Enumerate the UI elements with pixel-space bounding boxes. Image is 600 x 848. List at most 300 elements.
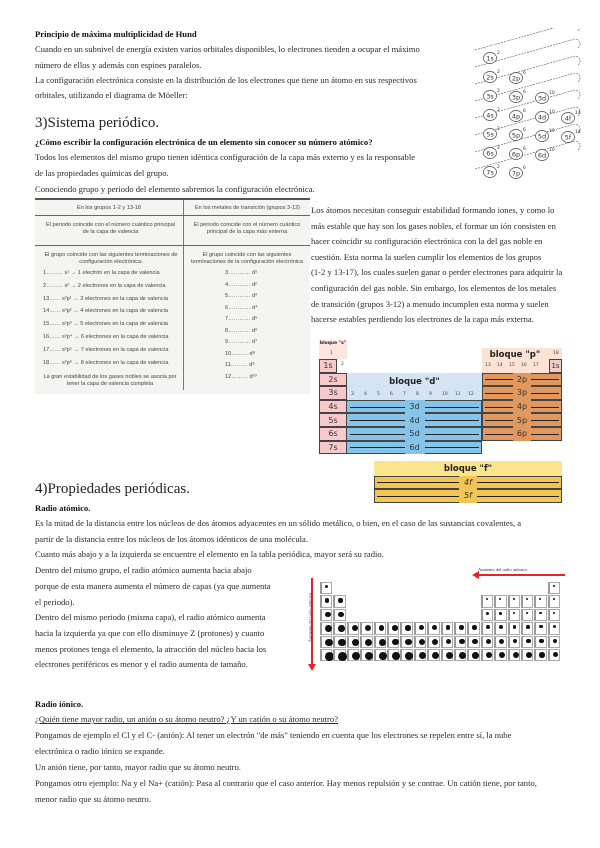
atom-dot xyxy=(392,652,400,660)
scan-right-row: 7………… d⁵ xyxy=(225,316,258,322)
paragraph-line: porque de esta manera aumenta el número de capas (ya que aumenta xyxy=(35,580,271,591)
scan-left-row: 14…… s²p² → 4 electrones en la capa de valencia xyxy=(43,308,168,315)
element-cell xyxy=(534,636,546,648)
atom-dot xyxy=(553,598,555,600)
element-cell xyxy=(414,622,426,634)
scan-left-row: 15…… s²p³ → 5 electrones en la capa de valencia xyxy=(43,321,168,328)
atom-dot xyxy=(338,652,347,661)
atom-dot xyxy=(526,639,531,644)
group-number: 13 xyxy=(485,363,491,368)
atom-dot xyxy=(499,625,503,629)
scan-right-row: 10……… d⁸ xyxy=(225,350,256,357)
atom-dot xyxy=(325,612,331,618)
element-cell xyxy=(481,595,493,607)
d-block-label: bloque "d" xyxy=(389,376,440,387)
atom-dot xyxy=(338,639,346,647)
atom-dot xyxy=(472,639,477,644)
element-cell xyxy=(387,649,399,661)
paragraph-line: Dentro del mismo periodo (misma capa), el radio atómico aumenta xyxy=(35,612,266,623)
element-cell xyxy=(427,636,439,648)
svg-text:6: 6 xyxy=(523,109,526,114)
element-cell xyxy=(548,582,560,594)
atom-dot xyxy=(539,598,541,600)
scan-left-row: 17…… s²p⁵ → 7 electrones en la capa de valencia xyxy=(43,346,169,353)
radio-atomico-title: Radio atómico. xyxy=(35,503,91,513)
s-block-cell: 4s xyxy=(319,400,347,414)
atom-dot xyxy=(352,652,360,660)
element-cell xyxy=(374,622,386,634)
orbital-node xyxy=(536,128,555,142)
paragraph-line: configuración del gas noble. Sin embargo, los elementos de los metales xyxy=(311,283,557,293)
scan-right-row: 8………… d⁶ xyxy=(225,327,258,334)
group-number: 14 xyxy=(497,363,503,368)
paragraph-line: electrónica o radio iónico se expande. xyxy=(35,746,165,756)
svg-text:10: 10 xyxy=(549,110,555,115)
orbital-node xyxy=(484,164,501,178)
svg-text:4s: 4s xyxy=(486,111,494,120)
group-number: 8 xyxy=(416,392,419,398)
atom-dot xyxy=(513,598,515,600)
atom-dot xyxy=(459,639,465,645)
atom-dot xyxy=(459,652,466,659)
atom-dot xyxy=(446,639,452,645)
atom-dot xyxy=(379,652,387,660)
group-number: 10 xyxy=(442,392,448,398)
group-number: 2 xyxy=(341,362,344,367)
svg-text:10: 10 xyxy=(549,91,555,96)
svg-text:10: 10 xyxy=(549,148,555,153)
paragraph-line: número de ellos y además con espines paralelos. xyxy=(35,60,202,70)
s-block-cell: 5s xyxy=(319,413,347,427)
s-block-cell: 3s xyxy=(319,386,347,400)
scan-right-row: 9………… d⁷ xyxy=(225,339,258,345)
atom-dot xyxy=(486,612,489,615)
atom-dot xyxy=(513,639,518,644)
scan-right-row: 3………… d¹ xyxy=(225,270,258,276)
scan-left-header: En los grupos 1-2 y 13-18 xyxy=(76,205,142,211)
down-arrow-head xyxy=(308,664,316,671)
element-cell xyxy=(414,636,426,648)
vertical-arrow-label: Aumento del radio atómico xyxy=(307,592,313,643)
paragraph-line: partir de la distancia entre los núcleos de los átomos idénticos de una molécula. xyxy=(35,533,309,544)
svg-text:2s: 2s xyxy=(486,73,494,82)
f-block-cell: 5f xyxy=(459,489,477,503)
orbital-node xyxy=(536,147,555,161)
element-cell xyxy=(534,622,546,634)
element-cell xyxy=(360,636,372,648)
element-cell xyxy=(347,636,359,648)
group-number: 11 xyxy=(455,392,461,398)
paragraph-line: La configuración electrónica consiste en la distribución de los electrones que tiene un átomo en sus respectivos xyxy=(35,75,417,85)
svg-text:6: 6 xyxy=(523,128,526,133)
f-block-cell: 4f xyxy=(459,476,477,490)
element-cell xyxy=(508,649,520,661)
scan-left-group: El grupo coincide con las siguientes terminaciones de configuración electrónica: xyxy=(44,252,178,265)
group-number: 7 xyxy=(403,392,406,398)
element-cell xyxy=(454,636,466,648)
atom-dot xyxy=(419,639,425,645)
paragraph-line: Pongamos de ejemplo el Cl y el C- (anión): Al tener un electrón "de más" teniendo en cuenta que los electrones se repelen entre sí, la nube xyxy=(35,730,512,740)
scan-left-row: 18…… s²p⁶ → 8 electrones en la capa de valencia xyxy=(43,359,169,366)
svg-text:6p: 6p xyxy=(511,150,521,159)
scan-right-row: 5………… d³ xyxy=(225,293,258,299)
element-cell xyxy=(333,649,345,661)
atom-dot xyxy=(526,652,532,658)
atom-dot xyxy=(499,612,502,615)
paragraph-line: Un anión tiene, por tanto, mayor radio que su átomo neutro. xyxy=(35,762,241,772)
atom-dot xyxy=(539,639,543,643)
element-cell xyxy=(400,636,412,648)
paragraph-line: el periodo). xyxy=(35,596,75,607)
atom-dot xyxy=(379,639,386,646)
element-cell xyxy=(347,649,359,661)
moeller-diagram xyxy=(470,28,595,198)
orbital-node xyxy=(562,110,581,124)
atom-dot xyxy=(419,652,426,659)
paragraph-line: Es la mitad de la distancia entre los núcleos de dos átomos adyacentes en un sólido metálico, o bien, en el caso de las sustancias covalentes, a xyxy=(35,518,522,528)
atom-dot xyxy=(486,652,492,658)
scan-right-row: 12……… d¹⁰ xyxy=(225,373,257,380)
element-cell xyxy=(400,649,412,661)
svg-text:6: 6 xyxy=(523,71,526,76)
element-cell xyxy=(494,636,506,648)
element-cell xyxy=(481,622,493,634)
atom-dot xyxy=(325,585,328,588)
element-cell xyxy=(494,649,506,661)
atom-dot xyxy=(526,598,528,600)
group-number: 15 xyxy=(509,363,515,368)
svg-text:5s: 5s xyxy=(486,130,494,139)
svg-text:14: 14 xyxy=(575,130,581,135)
paragraph-line: Todos los elementos del mismo grupo tienen idéntica configuración de la capa más externo y es la responsable xyxy=(35,152,416,162)
paragraph-line: de las propiedades químicas del grupo. xyxy=(35,168,169,178)
element-cell xyxy=(467,649,479,661)
scan-right-row: 11……… d⁹ xyxy=(225,362,255,368)
atom-dot xyxy=(472,652,479,659)
svg-text:2: 2 xyxy=(497,89,500,94)
svg-text:4p: 4p xyxy=(511,112,521,121)
p-block-cell: 3p xyxy=(513,386,531,400)
p-block-cell: 5p xyxy=(513,413,531,427)
atom-dot xyxy=(526,625,530,629)
orbital-node xyxy=(510,108,527,122)
element-cell xyxy=(548,595,560,607)
element-cell xyxy=(521,636,533,648)
atom-dot xyxy=(405,625,410,630)
element-cell xyxy=(414,649,426,661)
orbital-node xyxy=(510,89,527,103)
element-cell xyxy=(320,622,332,634)
horizontal-arrow-label: Aumento del radio atómico xyxy=(478,567,528,572)
paragraph-line: cuestión. Esta norma la suelen cumplir los elementos de los grupos xyxy=(311,251,542,262)
element-cell xyxy=(454,622,466,634)
paragraph-line: más estable que hay son los gases nobles, el formar un ión consisten en xyxy=(311,220,556,231)
svg-text:2: 2 xyxy=(497,146,500,151)
atom-dot xyxy=(392,639,399,646)
atom-dot xyxy=(338,598,342,602)
atom-dot xyxy=(513,652,519,658)
scan-left-row: 2……… s² → 2 electrones en la capa de valencia xyxy=(43,282,166,289)
element-cell xyxy=(494,595,506,607)
atom-dot xyxy=(553,625,556,628)
radio-ionico-question: ¿Quién tiene mayor radio, un anión o su átomo neutro? ¿Y un catión o su átomo neutro? xyxy=(35,714,339,724)
orbital-node xyxy=(484,145,501,159)
element-cell xyxy=(427,649,439,661)
svg-text:2: 2 xyxy=(497,70,500,75)
p-block-cell: 4p xyxy=(513,400,531,414)
element-cell xyxy=(320,636,332,648)
paragraph-line: menor radio que su átomo neutro. xyxy=(35,794,151,804)
atom-dot xyxy=(325,598,329,602)
element-cell xyxy=(387,636,399,648)
svg-text:10: 10 xyxy=(549,129,555,134)
svg-text:2: 2 xyxy=(497,127,500,132)
svg-text:6s: 6s xyxy=(486,149,494,158)
orbital-node xyxy=(536,109,555,123)
paragraph-line: Pongamos otro ejemplo: Na y el Na+ (catión): Pasa al contrario que el caso anterior. Hay menos repulsión y se contrae. Un catión tiene, por tanto, xyxy=(35,778,537,788)
element-cell xyxy=(494,609,506,621)
atom-dot xyxy=(553,639,557,643)
d-block-cell: 6d xyxy=(405,441,425,455)
element-cell xyxy=(333,622,345,634)
svg-text:2: 2 xyxy=(497,51,500,56)
atom-dot xyxy=(472,625,476,629)
element-cell xyxy=(521,622,533,634)
left-arrow xyxy=(475,574,565,576)
orbital-node xyxy=(510,127,527,141)
atom-dot xyxy=(459,625,464,630)
atom-dot xyxy=(486,625,490,629)
paragraph-line: Dentro del mismo grupo, el radio atómico aumenta hacia abajo xyxy=(35,565,252,576)
element-cell xyxy=(548,636,560,648)
element-cell xyxy=(494,622,506,634)
group-number: 3 xyxy=(351,392,354,398)
paragraph-line: de transición (grupos 3-12) a menudo incumplen esta norma y suelen xyxy=(311,298,549,309)
scan-right-group: El grupo coincide con las siguientes terminaciones de la configuración electrónica xyxy=(191,252,303,265)
scan-left-footer: La gran estabilidad de los gases nobles se asocia por tener la capa de valencia completa xyxy=(43,374,177,387)
svg-text:3p: 3p xyxy=(511,93,521,102)
atomic-radius-figure xyxy=(300,560,590,680)
element-cell xyxy=(521,609,533,621)
svg-text:6: 6 xyxy=(523,166,526,171)
element-cell xyxy=(360,622,372,634)
atom-dot xyxy=(325,639,333,647)
atom-dot xyxy=(539,612,541,614)
paragraph-line: hacia la izquierda ya que con ello disminuye Z (protones) y cuanto xyxy=(35,627,265,638)
atom-dot xyxy=(405,652,413,660)
group-number: 16 xyxy=(521,363,527,368)
atom-dot xyxy=(446,652,453,659)
p-top-cell: 1s xyxy=(549,359,562,373)
element-cell xyxy=(481,636,493,648)
svg-text:2: 2 xyxy=(497,108,500,113)
element-cell xyxy=(320,609,332,621)
radio-ionico-title: Radio iónico. xyxy=(35,699,84,709)
periodic-blocks-diagram xyxy=(310,340,580,505)
element-cell xyxy=(333,609,345,621)
scan-right-period: El periodo coincide con el número cuántico principal de la capa más externa xyxy=(193,222,301,235)
atom-dot xyxy=(486,639,491,644)
group-number: 18 xyxy=(553,351,559,356)
s-block-cell: 6s xyxy=(319,427,347,441)
atom-dot xyxy=(553,612,555,614)
atom-dot xyxy=(352,625,358,631)
atom-dot xyxy=(365,639,372,646)
svg-text:3d: 3d xyxy=(537,94,547,103)
s-block-label: bloque "s" xyxy=(319,341,347,346)
group-number: 17 xyxy=(533,363,539,368)
svg-text:5d: 5d xyxy=(537,132,547,141)
scan-right-row: 6………… d⁴ xyxy=(225,304,258,311)
svg-text:6: 6 xyxy=(523,90,526,95)
orbital-node xyxy=(484,88,501,102)
paragraph-line: Cuando en un subnivel de energía existen varios orbitales disponibles, lo electrones tienden a ocupar el máximo xyxy=(35,44,420,54)
element-cell xyxy=(521,649,533,661)
group-number: 9 xyxy=(429,392,432,398)
element-cell xyxy=(374,649,386,661)
group-number: 4 xyxy=(364,392,367,398)
paragraph-line: orbitales, utilizando el diagrama de Möeller: xyxy=(35,90,188,100)
element-cell xyxy=(481,649,493,661)
element-cell xyxy=(534,595,546,607)
orbital-node xyxy=(484,69,501,83)
element-cell xyxy=(347,622,359,634)
atom-dot xyxy=(539,652,545,658)
s-block-cell: 1s xyxy=(319,359,337,373)
element-cell xyxy=(508,622,520,634)
group-number: 6 xyxy=(390,392,393,398)
sistema-question: ¿Cómo escribir la configuración electrónica de un elemento sin conocer su número atómico? xyxy=(35,137,373,147)
element-cell xyxy=(427,622,439,634)
element-cell xyxy=(548,649,560,661)
atom-dot xyxy=(325,625,332,632)
atom-dot xyxy=(553,585,555,587)
svg-text:4d: 4d xyxy=(537,113,547,122)
element-cell xyxy=(441,649,453,661)
element-cell xyxy=(548,622,560,634)
atom-dot xyxy=(379,625,385,631)
scan-right-row: 4………… d² xyxy=(225,281,258,288)
group-number: 12 xyxy=(468,392,474,398)
svg-text:1s: 1s xyxy=(486,54,494,63)
group-number: 1 xyxy=(330,351,333,356)
element-cell xyxy=(441,622,453,634)
orbital-node xyxy=(484,50,501,64)
atom-dot xyxy=(486,598,488,600)
element-cell xyxy=(467,636,479,648)
atom-dot xyxy=(539,625,542,628)
atom-dot xyxy=(432,639,438,645)
scan-left-row: 13…… s²p¹ → 3 electrones en la capa de valencia xyxy=(43,295,168,302)
element-cell xyxy=(333,595,345,607)
element-cell xyxy=(320,649,332,661)
orbital-node xyxy=(562,129,581,143)
element-cell xyxy=(508,636,520,648)
s-block-cell: 2s xyxy=(319,373,347,387)
svg-text:4f: 4f xyxy=(564,114,572,123)
paragraph-line: electrones periféricos es menor y el radio aumenta de tamaño. xyxy=(35,659,248,670)
orbital-node xyxy=(484,107,501,121)
atom-dot xyxy=(526,612,528,614)
svg-text:14: 14 xyxy=(575,111,581,116)
svg-text:5p: 5p xyxy=(511,131,521,140)
element-cell xyxy=(467,622,479,634)
svg-text:7s: 7s xyxy=(486,168,494,177)
atom-dot xyxy=(365,652,373,660)
svg-text:2: 2 xyxy=(497,165,500,170)
section-heading-propiedades: 4)Propiedades periódicas. xyxy=(35,481,190,497)
element-cell xyxy=(441,636,453,648)
scan-left-row: 16…… s²p⁴ → 6 electrones en la capa de valencia xyxy=(43,334,169,340)
atom-dot xyxy=(419,625,424,630)
element-cell xyxy=(534,609,546,621)
orbital-node xyxy=(510,165,527,179)
element-cell xyxy=(333,636,345,648)
atom-dot xyxy=(338,612,343,617)
atom-dot xyxy=(446,625,451,630)
svg-text:6d: 6d xyxy=(537,151,547,160)
scan-left-period: El periodo coincide con el número cuántico principal de la capa de valencia xyxy=(45,222,176,235)
atom-dot xyxy=(432,652,439,659)
atom-dot xyxy=(432,625,437,630)
atom-dot xyxy=(499,639,504,644)
element-cell xyxy=(508,609,520,621)
element-cell xyxy=(481,609,493,621)
atom-dot xyxy=(365,625,371,631)
paragraph-line: hacerse estables perdiendo los electrones de la capa más externa. xyxy=(311,314,534,325)
element-cell xyxy=(548,609,560,621)
element-cell xyxy=(508,595,520,607)
orbital-node xyxy=(484,126,501,140)
group-number: 5 xyxy=(377,392,380,398)
element-cell xyxy=(374,636,386,648)
p-block-cell: 6p xyxy=(513,427,531,441)
atom-dot xyxy=(513,612,516,615)
atom-dot xyxy=(405,639,412,646)
element-cell xyxy=(387,622,399,634)
atom-dot xyxy=(513,625,517,629)
atom-dot xyxy=(553,652,558,657)
paragraph-line: hacer coincidir su configuración electrónica con la del gas noble en xyxy=(311,236,543,247)
orbital-node xyxy=(510,70,527,84)
hund-title: Principio de máxima multiplicidad de Hund xyxy=(35,29,197,39)
element-cell xyxy=(320,582,332,594)
paragraph-line: menos protones tenga el elemento, la atracción del núcleo hacia los xyxy=(35,643,267,654)
element-cell xyxy=(534,649,546,661)
scan-right-header: En los metales de transición (grupos 3-12) xyxy=(194,205,301,211)
section-heading-sistema: 3)Sistema periódico. xyxy=(35,115,160,131)
d-block-cell: 4d xyxy=(405,413,425,427)
atom-dot xyxy=(499,598,501,600)
p-block-cell: 2p xyxy=(513,373,531,387)
svg-text:2p: 2p xyxy=(511,74,521,83)
d-block-cell: 5d xyxy=(405,427,425,441)
orbital-node xyxy=(510,146,527,160)
svg-text:7p: 7p xyxy=(511,169,521,178)
atom-dot xyxy=(338,625,344,631)
atom-dot xyxy=(499,652,505,658)
svg-text:3s: 3s xyxy=(486,92,494,101)
s-block-cell: 7s xyxy=(319,441,347,455)
element-cell xyxy=(400,622,412,634)
d-block-cell: 3d xyxy=(405,400,425,414)
atom-dot xyxy=(352,639,359,646)
paragraph-line: Cuanto más abajo y a la izquierda se encuentre el elemento en la tabla periódica, mayor será su radio. xyxy=(35,549,384,560)
paragraph-line: Conociendo grupo y periodo del elemento sabremos la configuración electrónica. xyxy=(35,184,315,194)
svg-text:6: 6 xyxy=(523,147,526,152)
p-block-label: bloque "p" xyxy=(489,350,541,360)
atom-dot xyxy=(392,625,398,631)
